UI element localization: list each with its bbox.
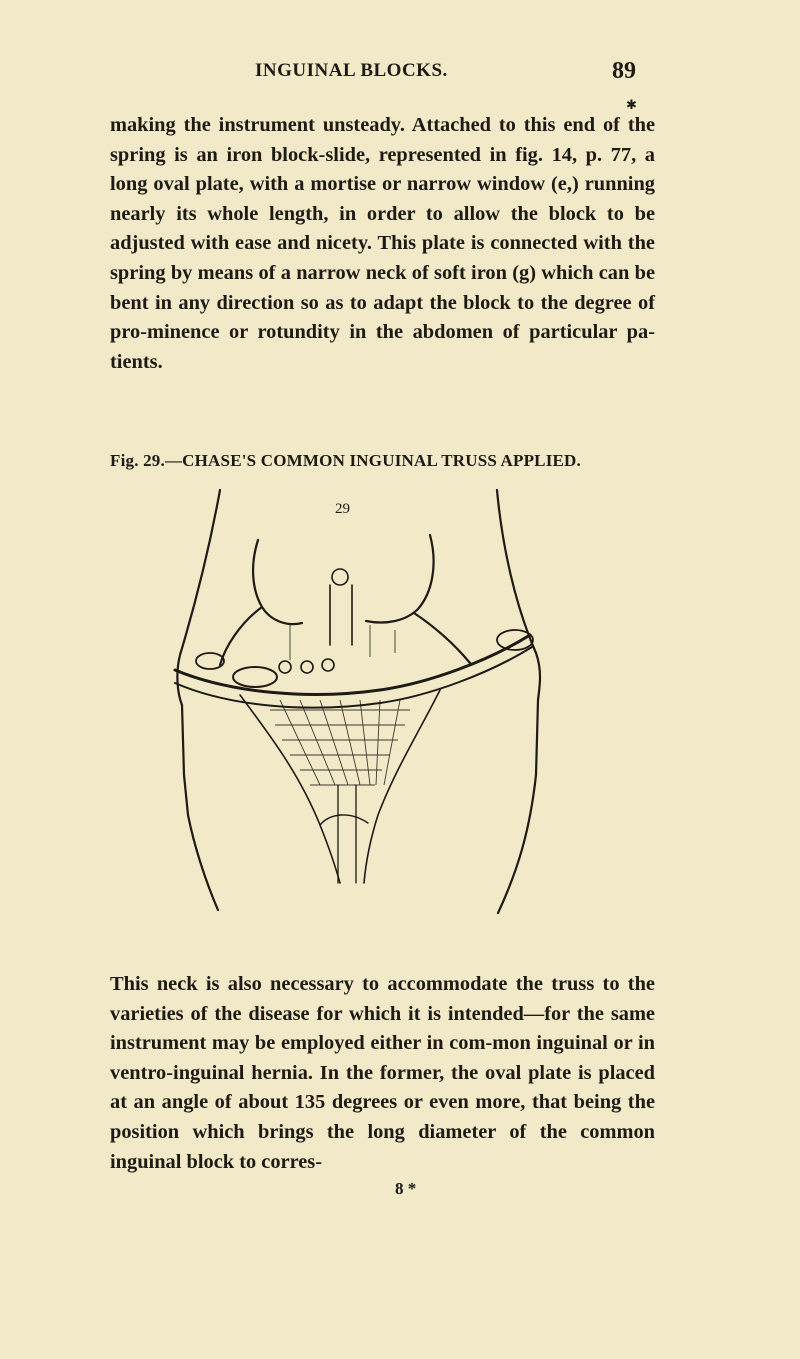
page-number: 89	[612, 58, 636, 84]
left-thigh-line	[182, 705, 218, 910]
figure-number-label: 29	[335, 501, 350, 517]
truss-illustration	[170, 485, 560, 915]
page-header	[0, 60, 800, 90]
signature-mark: 8 *	[395, 1179, 417, 1198]
right-flank-line	[497, 490, 540, 700]
running-title: INGUINAL BLOCKS.	[255, 60, 448, 81]
paragraph-1: making the instrument unsteady. Attached to this end of the spring is an iron block-slide, represented in fig. 14, p. 77, a long oval plate, with a mortise or narrow window (e,) running nearly its whole length, in order to allow the block to be adjusted with ease and nicety. This plate is connected with the spring by means of a narrow neck of soft iron (g) which can be bent in any direction so as to adapt the block to the degree of pro-minence or rotundity in the abdomen of particular pa-tients.	[110, 114, 655, 373]
truss-engraving	[170, 485, 560, 915]
paragraph-2: This neck is also necessary to accommodate the truss to the varieties of the disease for which it is intended—for the same instrument may be employed either in com-mon inguinal or in ventro-inguinal hernia. In the former, the oval plate is placed at an angle of about 135 degrees or even more, that being the position which brings the long diameter of the common inguinal block to corres-	[110, 973, 655, 1173]
right-thigh-line	[498, 700, 538, 913]
figure-caption: Fig. 29.—CHASE'S COMMON INGUINAL TRUSS APPLIED.	[110, 451, 581, 470]
ink-speck: ✱	[626, 97, 637, 112]
